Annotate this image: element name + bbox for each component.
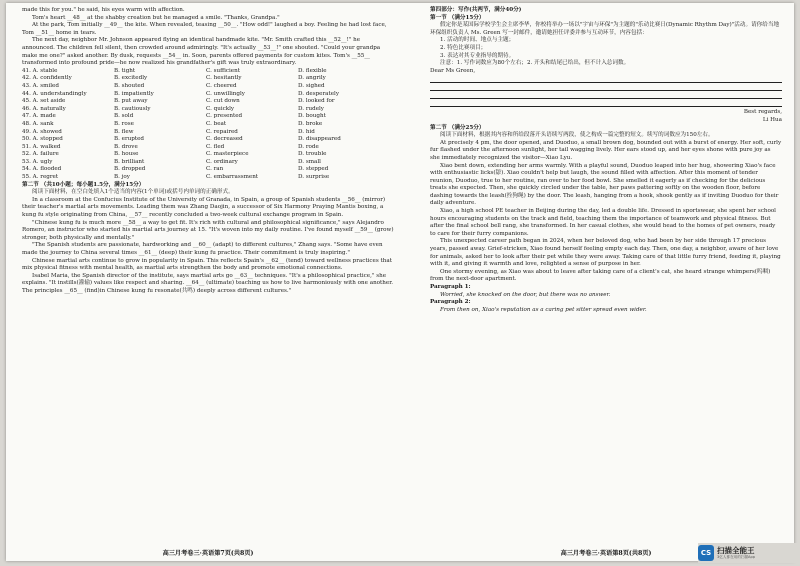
option-cell: B. flew bbox=[114, 128, 134, 135]
story-paragraph: At precisely 4 pm, the door opened, and Duoduo, a small brown dog, bounded out with a burst of energy. Her soft, curly fur flashed under the afternoon sunlight, her tail wagging lively. Her ears stood up, and her eyes shone with pure joy as she immediately recognized the visitor—Xiao Lyu. bbox=[430, 139, 782, 161]
passage-paragraph: "The Spanish students are passionate, hardworking and __60__ (adapt) to different cultures," Zhang says. "Some have even made the journey to China several times __61__ (deep) their kung fu practice. Their commitment is truly inspiring." bbox=[22, 242, 383, 256]
section-heading: 第二节 （满分25分） bbox=[430, 124, 485, 131]
option-cell: B. tight bbox=[114, 67, 136, 74]
option-cell: 53. A. ugly bbox=[22, 158, 53, 165]
passage-paragraph: Chinese martial arts continue to grow in popularity in Spain. This reflects Spain's __62__ (tend) toward wellness practices that mix physical fitness with mental health, as martial arts strengthen the body and promote emotional connections. bbox=[22, 257, 392, 272]
section-heading: 第二节 （共10小题；每小题1.5分，满分15分） bbox=[22, 181, 145, 188]
scanner-subtitle: 3亿人都在用的扫描App bbox=[717, 555, 756, 559]
option-cell: B. shouted bbox=[114, 82, 145, 89]
option-cell: C. repaired bbox=[206, 128, 238, 135]
writing-line bbox=[430, 78, 782, 83]
left-column bbox=[22, 7, 394, 296]
paragraph-starter: From then on, Xiao's reputation as a caring pet sitter spread even wider. bbox=[440, 306, 647, 313]
option-cell: 44. A. understandingly bbox=[22, 90, 87, 97]
story-paragraph: This unexpected career path began in 2024, when her beloved dog, who had been by her side through 17 precious years, passed away. Grief-stricken, Xiao found herself feeling empty each day. Then, one day, a neighbor, aware of her love for animals, asked her to look after their pet while they were away. Taking care of that little furry friend, feeding it, playing with it, and giving it warmth and love, relighted a sense of purpose in her. bbox=[430, 238, 781, 268]
option-cell: D. bought bbox=[298, 113, 326, 120]
option-cell: D. stepped bbox=[298, 166, 329, 173]
letter-closing: Best regards, bbox=[743, 109, 782, 116]
option-cell: B. house bbox=[114, 151, 139, 158]
option-cell: C. cheered bbox=[206, 82, 237, 89]
option-cell: C. decreased bbox=[206, 136, 243, 143]
writing-line bbox=[430, 94, 782, 99]
task-point: 3. 表达对其专业指导的期待。 bbox=[440, 52, 515, 59]
option-cell: D. flexible bbox=[298, 67, 327, 74]
camscanner-logo-icon: CS bbox=[698, 545, 714, 561]
option-cell: D. sighed bbox=[298, 82, 325, 89]
option-cell: C. fled bbox=[206, 143, 225, 150]
option-cell: D. broke bbox=[298, 120, 323, 127]
writing-line bbox=[430, 102, 782, 107]
right-column bbox=[430, 7, 782, 314]
cloze-options bbox=[22, 68, 394, 182]
story-paragraph: Xiao, a high school PE teacher in Beijing during the day, led a double life. Dressed in sportswear, she spent her school hours encouraging students on the track and field, teaching them the importance of teamwork and physical fitness. But after the final school bell rang, she transformed. In her casual clothes, she would head to the homes of pet owners, ready to care for their furry companions. bbox=[430, 208, 776, 237]
paragraph-starter: Worried, she knocked on the door, but there was no answer. bbox=[440, 291, 611, 298]
page-footer-left: 高三月考卷三·英语第7页(共8页) bbox=[162, 550, 254, 557]
option-cell: 45. A. set aside bbox=[22, 98, 66, 105]
option-cell: C. hesitantly bbox=[206, 75, 242, 82]
option-cell: B. cautiously bbox=[114, 105, 151, 112]
part-heading: 第四部分：写作(共两节，满分40分) bbox=[430, 7, 522, 13]
passage-paragraph: "Chinese kung fu is much more __58__ a way to get fit. It's rich with cultural and philosophical significance," says Alejandro Romero, an instructor who started his martial arts journey at 15. "It's woven into my daily routine. I've found myself __59__ (grow) stronger, both physically and mentally." bbox=[22, 219, 394, 241]
option-cell: C. quickly bbox=[206, 105, 235, 112]
option-cell: D. rudely bbox=[298, 105, 324, 112]
text-line: made this for you." he said, his eyes warm with affection. bbox=[22, 7, 185, 13]
option-cell: B. brilliant bbox=[114, 158, 145, 165]
passage-paragraph: In a classroom at the Confucius Institute of the University of Granada, in Spain, a group of Spanish students __56__ (mirror) their teacher's martial arts movements. Leading them was Zhang Daojin, a successor of Six Harmony Praying Mantis boxing, a kung fu style originating from China, __57__ recently concluded a two-week cultural exchange program in Spain. bbox=[22, 196, 386, 219]
option-cell: 54. A. flooded bbox=[22, 166, 62, 173]
option-cell: C. cut down bbox=[206, 98, 240, 105]
option-cell: C. ran bbox=[206, 166, 224, 173]
writing-line bbox=[430, 86, 782, 91]
story-paragraph: One stormy evening, as Xiao was about to leave after taking care of a client's cat, she heard strange whimpers(呜咽) from the next-door apartment. bbox=[430, 268, 771, 283]
letter-salutation: Dear Ms Green, bbox=[430, 67, 476, 74]
letter-signature: Li Hua bbox=[762, 116, 782, 123]
scanned-exam-sheet bbox=[6, 3, 794, 561]
option-cell: B. dropped bbox=[114, 166, 146, 173]
option-cell: B. joy bbox=[114, 174, 130, 181]
option-cell: D. desperately bbox=[298, 90, 340, 97]
option-cell: C. unwillingly bbox=[206, 90, 245, 97]
option-cell: C. embarrassment bbox=[206, 174, 259, 181]
paragraph-label: Paragraph 2: bbox=[430, 299, 471, 306]
task-point: 2. 特色比赛项目； bbox=[440, 44, 487, 51]
option-cell: D. angrily bbox=[298, 75, 326, 82]
option-cell: D. small bbox=[298, 158, 321, 165]
option-cell: B. rose bbox=[114, 120, 134, 127]
option-cell: 51. A. walked bbox=[22, 143, 61, 150]
scanner-watermark bbox=[698, 543, 798, 563]
option-cell: C. beat bbox=[206, 120, 227, 127]
option-cell: 49. A. showed bbox=[22, 128, 62, 135]
scanner-title: 扫描全能王 bbox=[717, 546, 755, 555]
option-cell: B. put away bbox=[114, 98, 148, 105]
text-line: The next day, neighbor Mr. Johnson appeared flying an identical handmade kite. "Mr. Smith crafted this __52__!" he announced. The children fell silent, then crowded around admiringly. "It's actually __53__!" one shouted. "Could your grandpa make me one?" asked another. By dusk, requests __54__ in. Soon, parents offered payments for custom kites. Tom's __55__ transformed into profound pride—he now realized his grandfather's gift was truly extraordinary. bbox=[22, 37, 381, 67]
option-cell: B. sold bbox=[114, 113, 134, 120]
option-cell: 47. A. made bbox=[22, 113, 56, 120]
option-cell: D. surprise bbox=[298, 174, 330, 181]
option-cell: C. presented bbox=[206, 113, 243, 120]
section-instruction: 阅读下面材料，根据其内容和所给段落开头语续写两段，使之构成一篇完整的短文。续写的词数应为150左右。 bbox=[440, 132, 714, 139]
option-cell: D. hid bbox=[298, 128, 315, 135]
option-cell: 41. A. stable bbox=[22, 67, 58, 74]
option-cell: B. impatiently bbox=[114, 90, 154, 97]
task-point: 1. 活动的时间、地点与主题； bbox=[440, 37, 515, 44]
option-cell: B. erupted bbox=[114, 136, 144, 143]
option-cell: C. ordinary bbox=[206, 158, 238, 165]
option-cell: D. rode bbox=[298, 143, 319, 150]
option-cell: 48. A. sank bbox=[22, 120, 54, 127]
section-instruction: 阅读下面材料，在空白处填入1个适当的内容(1个单词)或括号内单词的正确形式。 bbox=[32, 189, 234, 196]
option-cell: B. excitedly bbox=[114, 75, 148, 82]
section-heading: 第一节 （满分15分） bbox=[430, 14, 485, 21]
text-line: At the park, Tom initially __49__ the kite. When revealed, teasing __50__. "How odd!" laughed a boy. Feeling he had lost face, Tom __51__ home in tears. bbox=[22, 22, 387, 36]
task-note: 注意：1. 写作词数应为80个左右；2. 开头和结尾已给出，但不计入总词数。 bbox=[440, 60, 630, 67]
option-cell: B. drove bbox=[114, 143, 138, 150]
paragraph-label: Paragraph 1: bbox=[430, 284, 471, 290]
task-description: 假定你是某国际学校学生会主席李华，你校将举办一场以"宇宙与环保"为主题的"乐动比赛日(Dynamic Rhythm Day)"活动。请你给当地环保组织负责人 Ms. Green 写一封邮件，邀请她担任评委并参与互动环节，内容包括： bbox=[430, 22, 780, 36]
option-cell: 55. A. regret bbox=[22, 174, 59, 181]
passage-paragraph: Isabel Maria, the Spanish director of the institute, says martial arts go __63__ techniques. "It's a philosophical practice," she explains. "It instills(灌输) values like respect and sharing. __64__ (ultimate) teaching us how to live harmoniously with one another. The principles __65__ (find)in Chinese kung fu resonate(共鸣) deeply across different cultures." bbox=[22, 272, 394, 294]
page-footer-right: 高三月考卷三·英语第8页(共8页) bbox=[560, 550, 652, 557]
text-line: Tom's heart __48__ at the shabby creation but he managed a smile. "Thanks, Grandpa." bbox=[32, 14, 280, 21]
option-cell: 42. A. confidently bbox=[22, 75, 72, 82]
option-cell: C. masterpiece bbox=[206, 151, 249, 158]
option-cell: 46. A. naturally bbox=[22, 105, 66, 112]
option-cell: 50. A. stopped bbox=[22, 136, 63, 143]
option-cell: C. sufficient bbox=[206, 67, 240, 74]
option-cell: D. disappeared bbox=[298, 136, 341, 143]
option-cell: D. trouble bbox=[298, 151, 327, 158]
option-cell: D. looked for bbox=[298, 98, 335, 105]
story-paragraph: Xiao bent down, extending her arms warmly. With a playful sound, Duoduo leaped into her hug, showering Xiao's face with enthusiastic licks(舔). Xiao couldn't help but laugh, the sound filled with affection. After this moment of tender reunion, Duoduo, true to her routine, ran over to her food bowl. She smelled it eagerly as if checking for the delicious treats she expected. Then, she quickly circled under the table, her paws pattering softly on the wooden floor, before dashing towards the leash(拴狗绳) by the door. The leash, hanging from a hook, shook gently as if inviting Duoduo for their daily adventure. bbox=[430, 162, 779, 207]
option-cell: 52. A. failure bbox=[22, 151, 59, 158]
option-cell: 43. A. smiled bbox=[22, 82, 59, 89]
